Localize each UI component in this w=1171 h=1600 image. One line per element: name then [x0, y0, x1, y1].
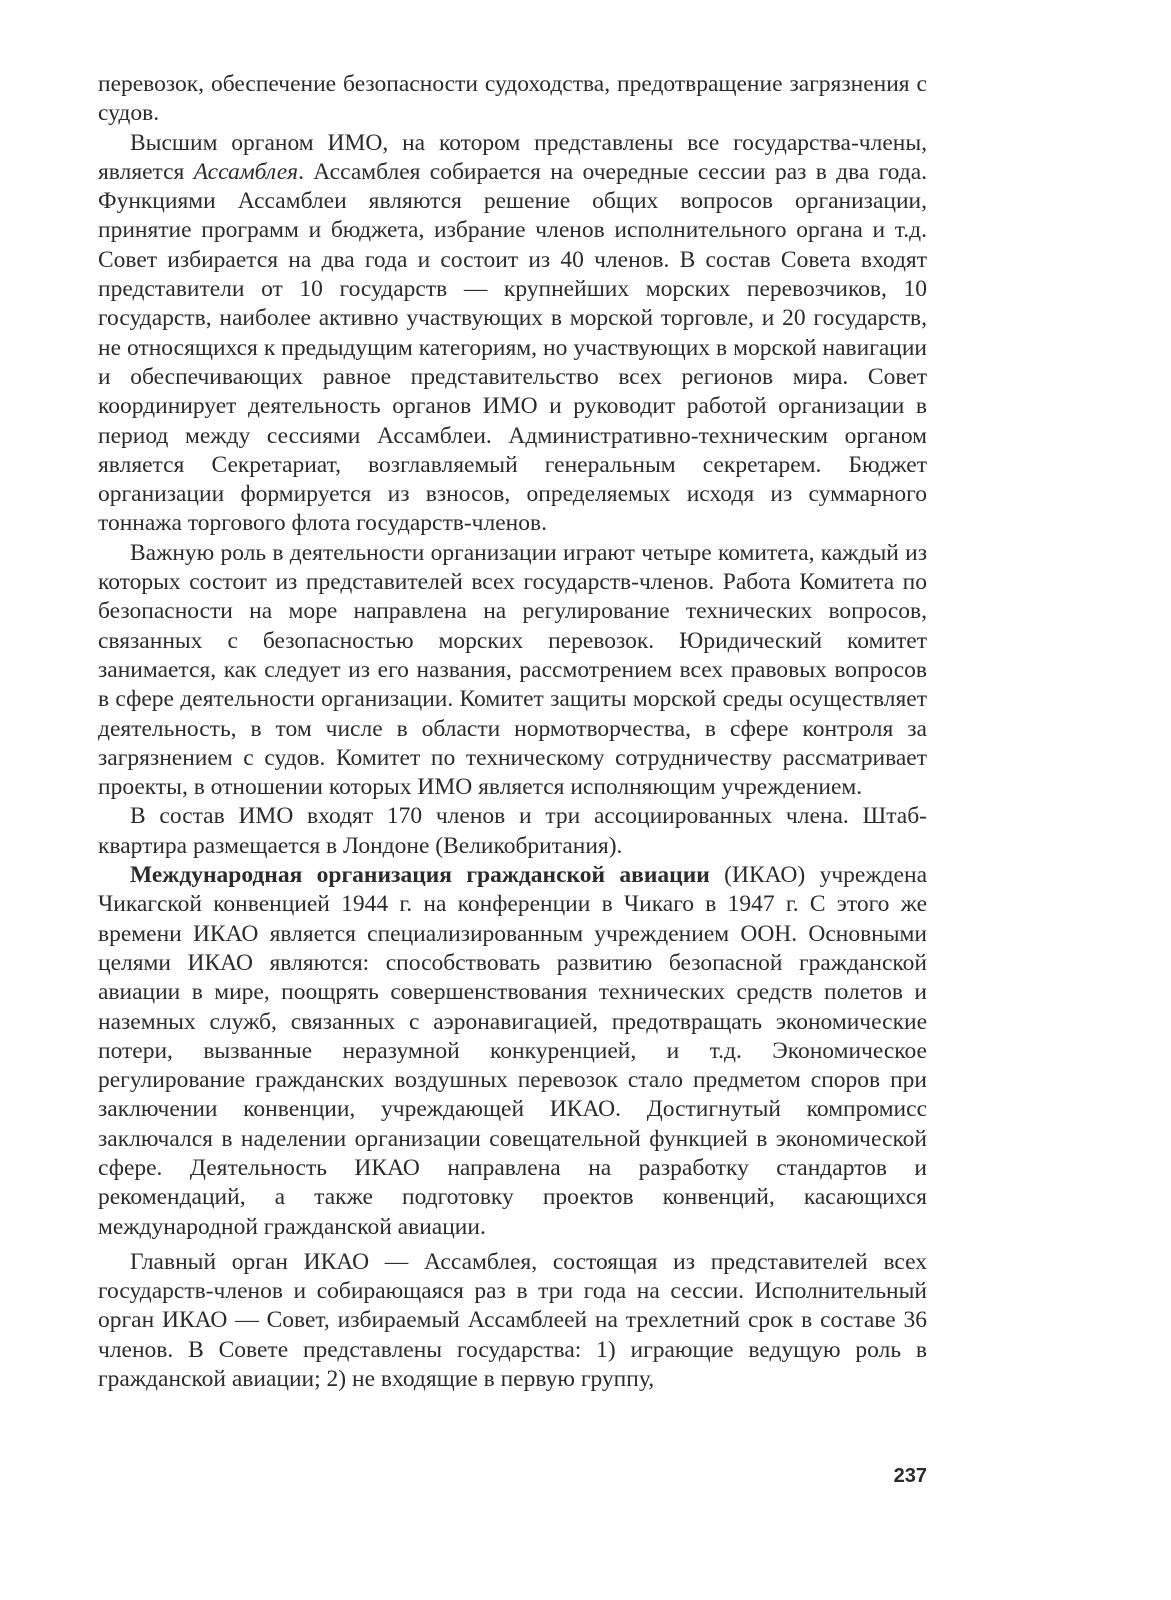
paragraph-5-text: (ИКАО) учреждена Чикагской конвенцией 1944 г. на конференции в Чикаго в 1947 г. С этого же времени ИКАО является специализированным учреждением ООН. Основными целями ИКАО являются: способствовать развитию безопасной гражданской авиации в мире, поощрять совершенствования технических средств полетов и наземных служб, связанных с аэронавигацией, предотвращать экономические потери, вызванные неразумной конкуренцией, и т.д. Экономическое регулирование гражданских воздушных перевозок стало предметом споров при заключении конвенции, учреждающей ИКАО. Достигнутый компромисс заключался в наделении организации совещательной функцией в экономической сфере. Деятельность ИКАО направлена на разработку стандартов и рекомендаций, а также подготовку проектов конвенций, касающихся международной гражданской авиации.: [98, 862, 927, 1240]
paragraph-5-bold-term: Международная организация гражданской авиации: [130, 862, 710, 889]
paragraph-1-text: перевозок, обеспечение безопасности судоходства, предотвращение загрязнения с судов.: [98, 71, 927, 127]
paragraph-4: [98, 802, 927, 861]
paragraph-3-text: Важную роль в деятельности организации играют четыре комитета, каждый из которых состоит из представителей всех государств-членов. Работа Комитета по безопасности на море направлена на регулирование технических вопросов, связанных с безопасностью морских перевозок. Юридический комитет занимается, как следует из его названия, рассмотрением всех правовых вопросов в сфере деятельности организации. Комитет защиты морской среды осуществляет деятельность, в том числе в области нормотворчества, в сфере контроля за загрязнением с судов. Комитет по техническому сотрудничеству рассматривает проекты, в отношении которых ИМО является исполняющим учреждением.: [98, 539, 927, 801]
paragraph-3: [98, 539, 927, 803]
paragraph-5: [98, 861, 927, 1242]
paragraph-2-italic-term: Ассамблея: [193, 158, 299, 185]
paragraph-6: [98, 1248, 927, 1394]
paragraph-2-text-b: . Ассамблея собирается на очередные сессии раз в два года. Функциями Ассамблеи являются решение общих вопросов организации, принятие программ и бюджета, избрание членов исполнительного органа и т.д. Совет избирается на два года и состоит из 40 членов. В состав Совета входят представители от 10 государств — крупнейших морских перевозчиков, 10 государств, наиболее активно участвующих в морской торговле, и 20 государств, не относящихся к предыдущим категориям, но участвующих в морской навигации и обеспечивающих равное представительство всех регионов мира. Совет координирует деятельность органов ИМО и руководит работой организации в период между сессиями Ассамблеи. Административно-техническим органом является Секретариат, возглавляемый генеральным секретарем. Бюджет организации формируется из взносов, определяемых исходя из суммарного тоннажа торгового флота государств-членов.: [98, 158, 928, 537]
paragraph-2-text-a: Высшим органом ИМО, на котором представлены все государства-члены, является: [98, 129, 927, 185]
paragraph-1: [98, 70, 927, 129]
paragraph-6-text: Главный орган ИКАО — Ассамблея, состоящая из представителей всех государств-членов и собирающаяся раз в три года на сессии. Исполнительный орган ИКАО — Совет, избираемый Ассамблеей на трехлетний срок в составе 36 членов. В Совете представлены государства: 1) играющие ведущую роль в гражданской авиации; 2) не входящие в первую группу,: [98, 1248, 927, 1393]
paragraph-2: [98, 129, 927, 539]
paragraph-4-text: В состав ИМО входят 170 членов и три ассоциированных члена. Штаб-квартира размещается в Лондоне (Великобритания).: [98, 803, 927, 859]
page-number: 237: [893, 1465, 927, 1487]
page-body: [98, 70, 927, 1394]
